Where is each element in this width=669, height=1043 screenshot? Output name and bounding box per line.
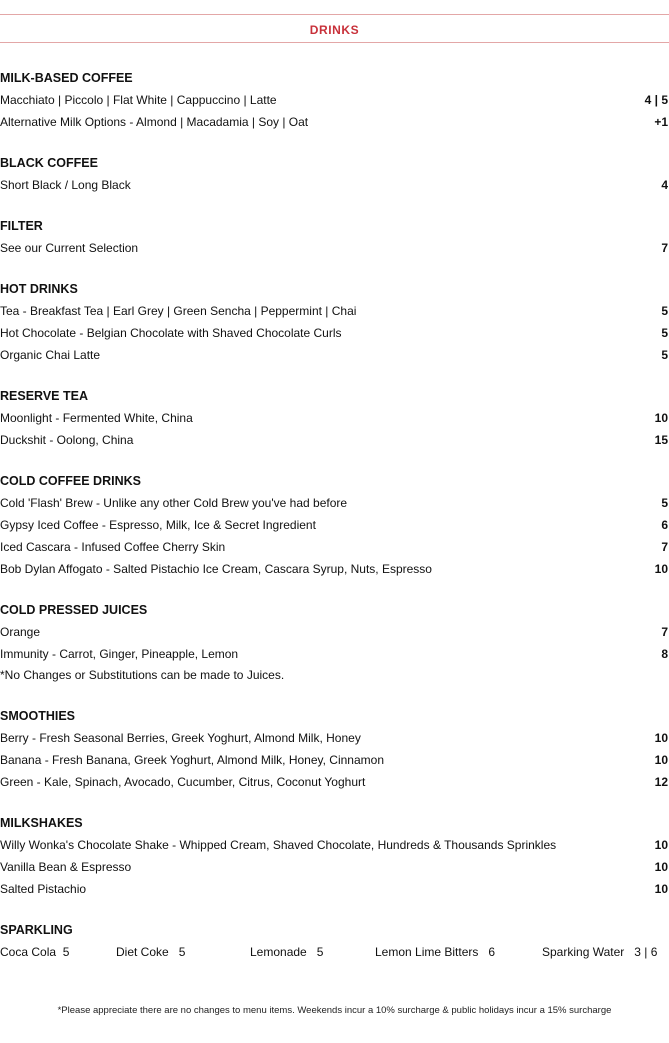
menu-item-name: Moonlight - Fermented White, China: [0, 411, 193, 425]
menu-item-name: Hot Chocolate - Belgian Chocolate with Shaved Chocolate Curls: [0, 326, 342, 340]
menu-item: [0, 749, 669, 771]
menu-item-price: 15: [654, 433, 668, 447]
sparkling-item: Coca Cola 5: [0, 945, 70, 959]
menu-item: [0, 111, 669, 133]
menu-item-name: See our Current Selection: [0, 241, 139, 255]
menu-item: [0, 834, 669, 856]
menu-item-price: 6: [661, 518, 668, 532]
section-title: HOT DRINKS: [0, 282, 78, 296]
section-title: COLD PRESSED JUICES: [0, 603, 148, 617]
menu-section-milkshakes: [0, 812, 669, 900]
menu-item-price: 7: [661, 540, 668, 554]
section-title: COLD COFFEE DRINKS: [0, 474, 141, 488]
menu-item-price: 10: [654, 731, 668, 745]
menu-section-filter: [0, 215, 669, 259]
menu-section-cold-coffee-drinks: [0, 470, 669, 580]
menu-section-black-coffee: [0, 152, 669, 196]
menu-item-price: 4 | 5: [644, 93, 668, 107]
menu-item-name: Tea - Breakfast Tea | Earl Grey | Green Sencha | Peppermint | Chai: [0, 304, 357, 318]
menu-item: [0, 856, 669, 878]
menu-item: [0, 621, 669, 643]
section-title: MILKSHAKES: [0, 816, 83, 830]
sparkling-item: Lemonade 5: [250, 945, 324, 959]
section-title: SMOOTHIES: [0, 709, 76, 723]
menu-item-price: 10: [654, 411, 668, 425]
menu-item: [0, 492, 669, 514]
menu-item: [0, 429, 669, 451]
menu-item-price: 10: [654, 562, 668, 576]
menu-item-name: Alternative Milk Options - Almond | Macadamia | Soy | Oat: [0, 115, 309, 129]
menu-item-name: Salted Pistachio: [0, 882, 87, 896]
page-title: DRINKS: [309, 23, 360, 37]
menu-item-price: 10: [654, 753, 668, 767]
menu-item-name: Banana - Fresh Banana, Greek Yoghurt, Almond Milk, Honey, Cinnamon: [0, 753, 384, 767]
menu-item-price: 10: [654, 860, 668, 874]
menu-item-name: Willy Wonka's Chocolate Shake - Whipped Cream, Shaved Chocolate, Hundreds & Thousands Sprinkles: [0, 838, 557, 852]
menu-item-price: +1: [654, 115, 668, 129]
menu-item-name: Bob Dylan Affogato - Salted Pistachio Ice Cream, Cascara Syrup, Nuts, Espresso: [0, 562, 432, 576]
menu-item: [0, 407, 669, 429]
section-title: SPARKLING: [0, 923, 73, 937]
menu-section-smoothies: [0, 705, 669, 793]
menu-item-name: Gypsy Iced Coffee - Espresso, Milk, Ice & Secret Ingredient: [0, 518, 316, 532]
section-note: *No Changes or Substitutions can be made to Juices.: [0, 668, 285, 682]
section-title: FILTER: [0, 219, 43, 233]
menu-item-price: 4: [661, 178, 668, 192]
menu-item-price: 5: [661, 348, 668, 362]
menu-item-name: Duckshit - Oolong, China: [0, 433, 134, 447]
menu-item: [0, 771, 669, 793]
menu-item-name: Short Black / Long Black: [0, 178, 131, 192]
menu-item: [0, 344, 669, 366]
section-title: MILK-BASED COFFEE: [0, 71, 133, 85]
menu-item: [0, 643, 669, 665]
menu-item: [0, 300, 669, 322]
menu-section-hot-drinks: [0, 278, 669, 366]
menu-item-price: 5: [661, 304, 668, 318]
menu-item-name: Macchiato | Piccolo | Flat White | Cappuccino | Latte: [0, 93, 277, 107]
menu-item-price: 10: [654, 838, 668, 852]
drinks-header-bar: [0, 14, 669, 43]
menu-item-price: 5: [661, 326, 668, 340]
menu-item: [0, 237, 669, 259]
menu-item: [0, 878, 669, 900]
menu-item-price: 7: [661, 241, 668, 255]
menu-item-price: 10: [654, 882, 668, 896]
menu-item-price: 8: [661, 647, 668, 661]
menu-item-price: 12: [654, 775, 668, 789]
menu-item: [0, 89, 669, 111]
sparkling-item: Lemon Lime Bitters 6: [375, 945, 496, 959]
menu-item-name: Vanilla Bean & Espresso: [0, 860, 132, 874]
menu-item: [0, 514, 669, 536]
menu-item-price: 7: [661, 625, 668, 639]
menu-item-name: Green - Kale, Spinach, Avocado, Cucumber, Citrus, Coconut Yoghurt: [0, 775, 366, 789]
menu-item-name: Cold 'Flash' Brew - Unlike any other Cold Brew you've had before: [0, 496, 348, 510]
menu-section-cold-pressed-juices: [0, 599, 669, 686]
menu-item: [0, 558, 669, 580]
surcharge-footnote: *Please appreciate there are no changes to menu items. Weekends incur a 10% surcharge & public holidays incur a 15% surcharge: [57, 1005, 612, 1016]
sparkling-item: Diet Coke 5: [116, 945, 186, 959]
menu-item: [0, 322, 669, 344]
menu-item-name: Iced Cascara - Infused Coffee Cherry Skin: [0, 540, 226, 554]
menu-item: [0, 727, 669, 749]
menu-item: [0, 536, 669, 558]
menu-item: [0, 174, 669, 196]
menu-item-name: Organic Chai Latte: [0, 348, 101, 362]
menu-item-name: Berry - Fresh Seasonal Berries, Greek Yoghurt, Almond Milk, Honey: [0, 731, 361, 745]
menu-section-reserve-tea: [0, 385, 669, 451]
menu-item-name: Immunity - Carrot, Ginger, Pineapple, Lemon: [0, 647, 239, 661]
menu-item-price: 5: [661, 496, 668, 510]
menu-section-milk-based-coffee: [0, 67, 669, 133]
sparkling-item: Sparking Water 3 | 6: [542, 945, 658, 959]
menu-section-sparkling: [0, 919, 669, 963]
drinks-menu: [0, 67, 669, 982]
section-title: BLACK COFFEE: [0, 156, 98, 170]
sparkling-row: [0, 941, 669, 963]
menu-item-name: Orange: [0, 625, 41, 639]
section-title: RESERVE TEA: [0, 389, 88, 403]
